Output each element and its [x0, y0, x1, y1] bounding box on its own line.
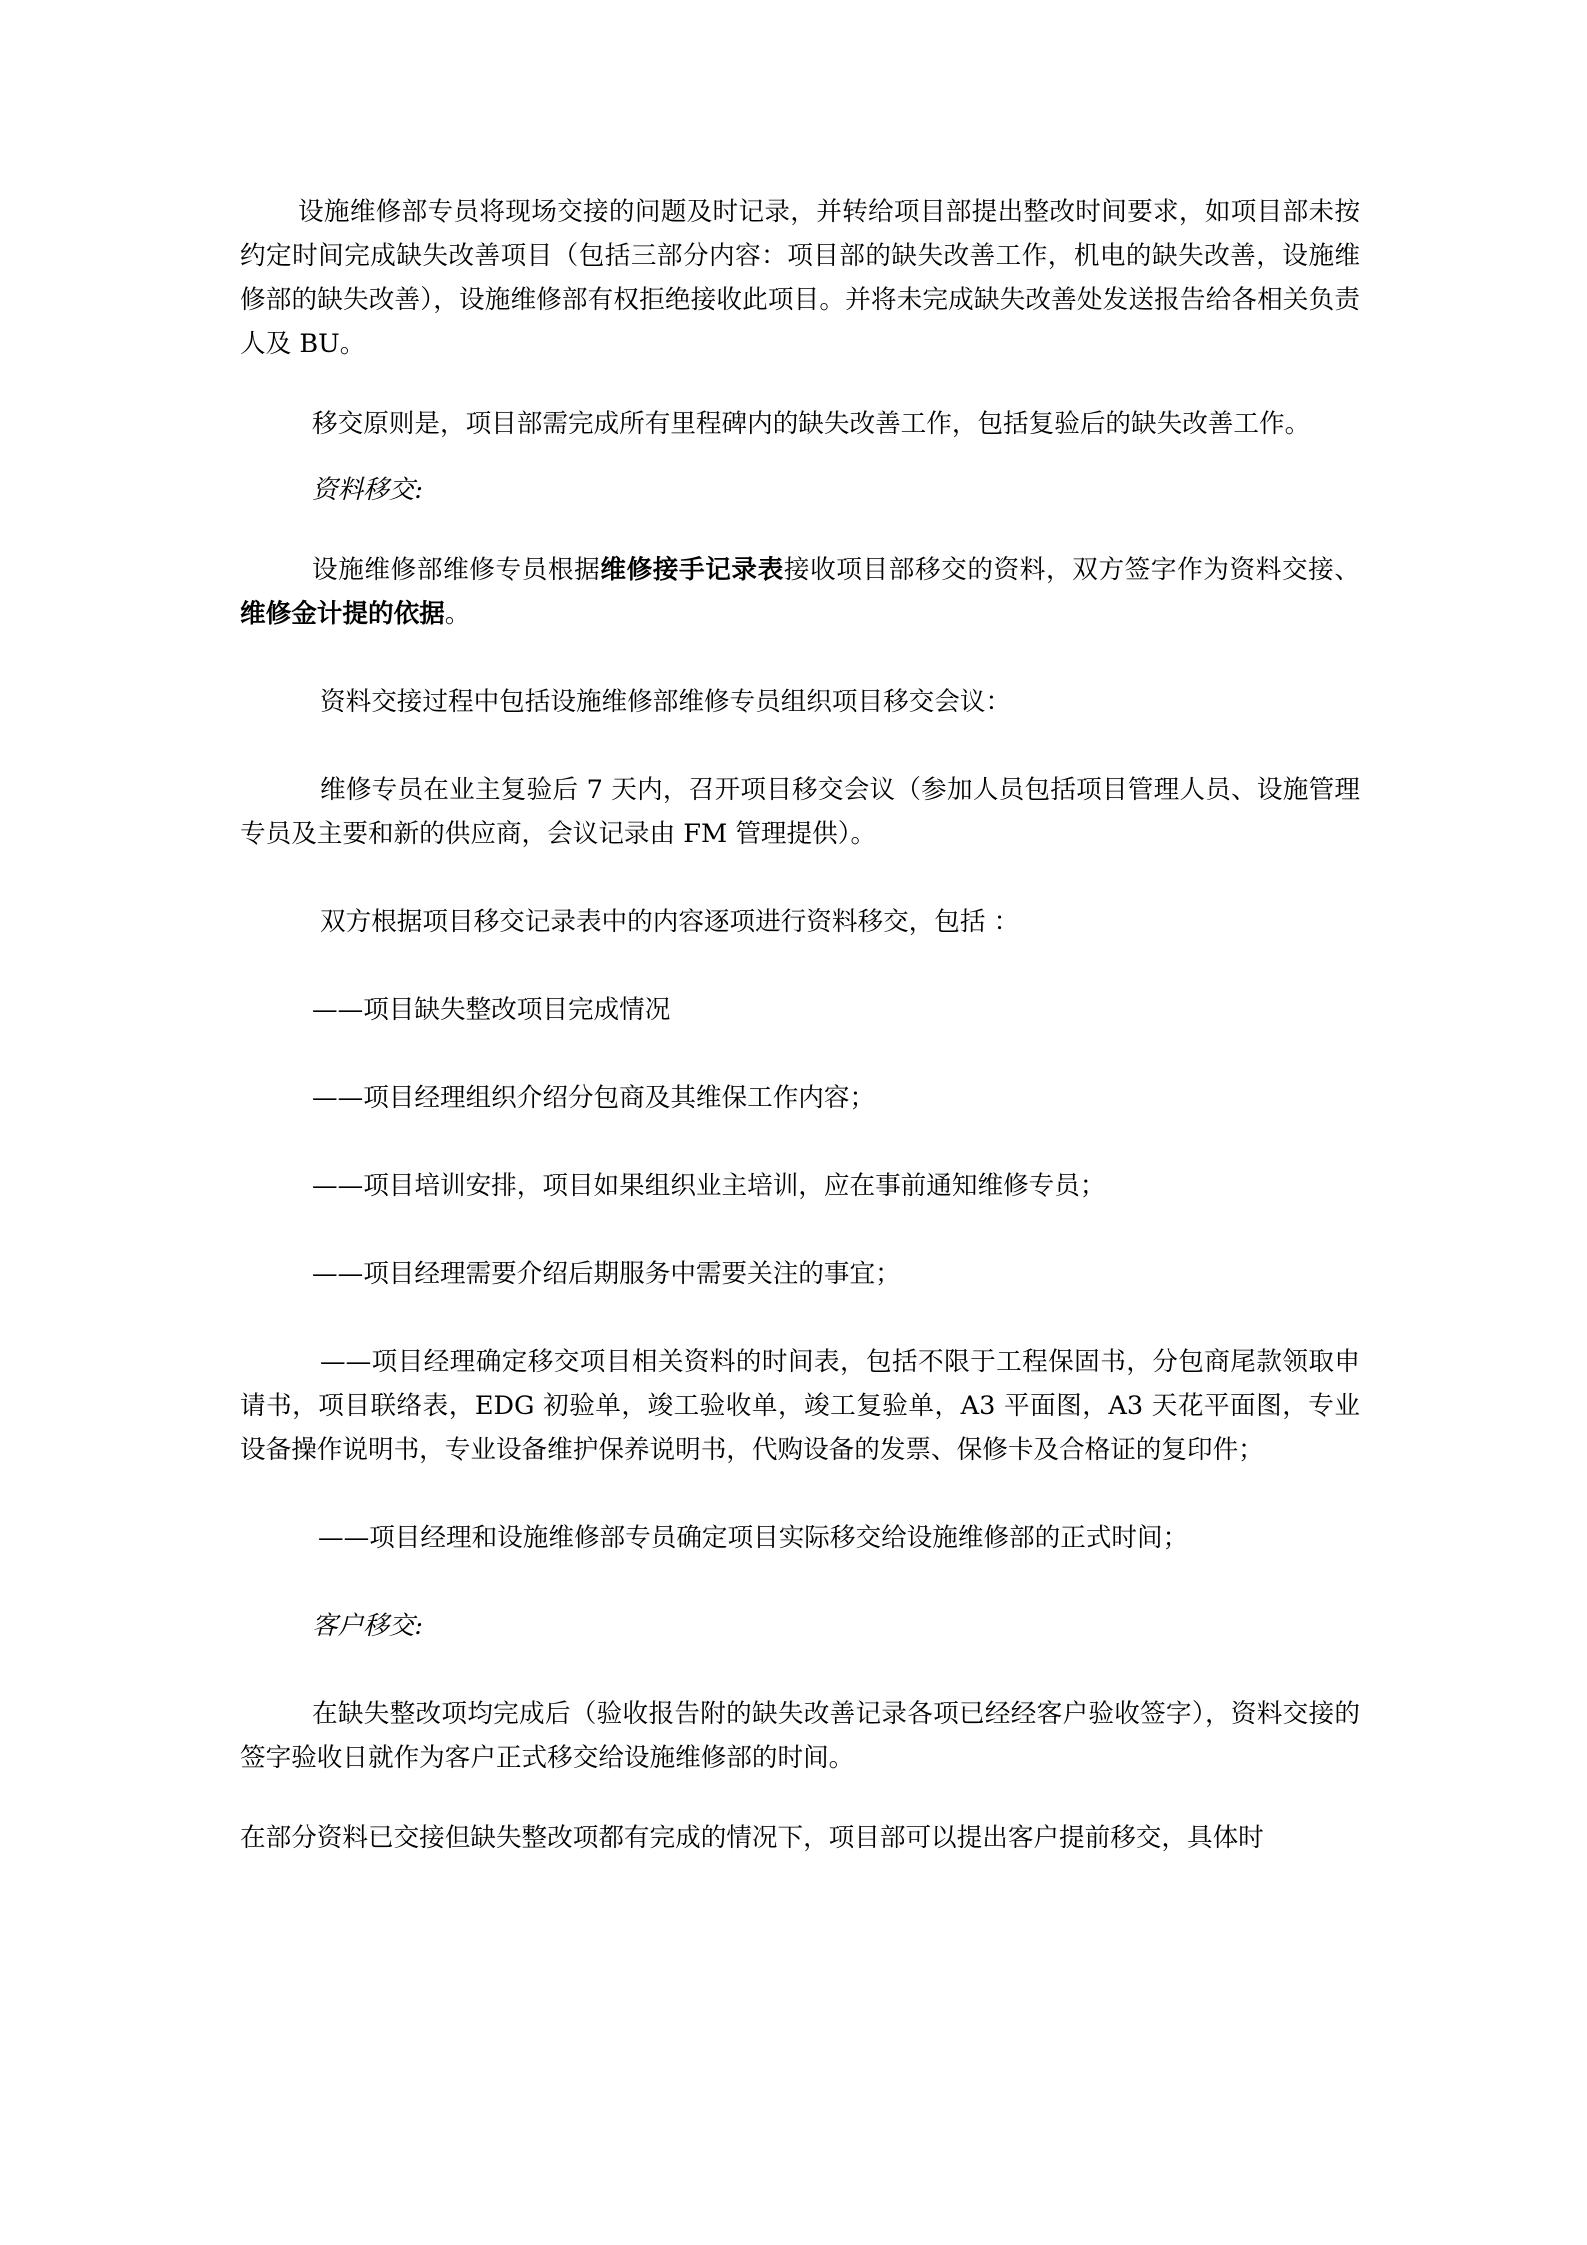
text-segment: 。	[444, 599, 471, 629]
paragraph-customer-handover: 在缺失整改项均完成后（验收报告附的缺失改善记录各项已经经客户验收签字），资料交接的签字验收日就作为客户正式移交给设施维修部的时间。	[240, 1699, 1360, 1773]
paragraph-formal-handover-time: ——项目经理和设施维修部专员确定项目实际移交给设施维修部的正式时间；	[318, 1523, 1189, 1553]
paragraph-document-schedule: ——项目经理确定移交项目相关资料的时间表，包括不限于工程保固书，分包商尾款领取申请书，项目联络表，EDG 初验单，竣工验收单，竣工复验单，A3 平面图，A3 天花平面图，专业设备操作说明书，专业设备维护保养说明书，代购设备的发票、保修卡及合格证的复印件；	[240, 1347, 1360, 1465]
heading-customer-handover: 客户移交:	[312, 1611, 423, 1641]
paragraph-maintenance-record	[240, 548, 1360, 636]
list-item: ——项目经理需要介绍后期服务中需要关注的事宜；	[312, 1259, 901, 1289]
list-item: ——项目培训安排，项目如果组织业主培训，应在事前通知维修专员；	[312, 1171, 1106, 1201]
heading-materials-handover: 资料移交:	[312, 475, 423, 505]
paragraph-handover-principle: 移交原则是，项目部需完成所有里程碑内的缺失改善工作，包括复验后的缺失改善工作。	[312, 409, 1311, 439]
paragraph-meeting-intro: 资料交接过程中包括设施维修部维修专员组织项目移交会议：	[320, 687, 1012, 717]
text-segment: 接收项目部移交的资料，双方签字作为资料交接、	[783, 555, 1360, 585]
paragraph-defect-followup: 设施维修部专员将现场交接的问题及时记录，并转给项目部提出整改时间要求，如项目部未按约定时间完成缺失改善项目（包括三部分内容：项目部的缺失改善工作，机电的缺失改善，设施维修部的缺失改善），设施维修部有权拒绝接收此项目。并将未完成缺失改善处发送报告给各相关负责人及 BU。	[240, 197, 1360, 359]
bold-term-maintenance-fund: 维修金计提的依据	[240, 599, 445, 629]
list-item: ——项目缺失整改项目完成情况	[312, 995, 671, 1025]
list-item: ——项目经理组织介绍分包商及其维保工作内容；	[312, 1083, 876, 1113]
text-segment: 设施维修部维修专员根据	[312, 555, 601, 585]
paragraph-meeting-details: 维修专员在业主复验后 7 天内，召开项目移交会议（参加人员包括项目管理人员、设施管理专员及主要和新的供应商，会议记录由 FM 管理提供）。	[240, 775, 1360, 849]
paragraph-itemized-handover: 双方根据项目移交记录表中的内容逐项进行资料移交，包括 ：	[320, 907, 1020, 937]
document-page	[240, 190, 1360, 1860]
bold-term-record-form: 维修接手记录表	[600, 555, 784, 585]
paragraph-early-handover: 在部分资料已交接但缺失整改项都有完成的情况下，项目部可以提出客户提前移交，具体时	[240, 1823, 1264, 1853]
